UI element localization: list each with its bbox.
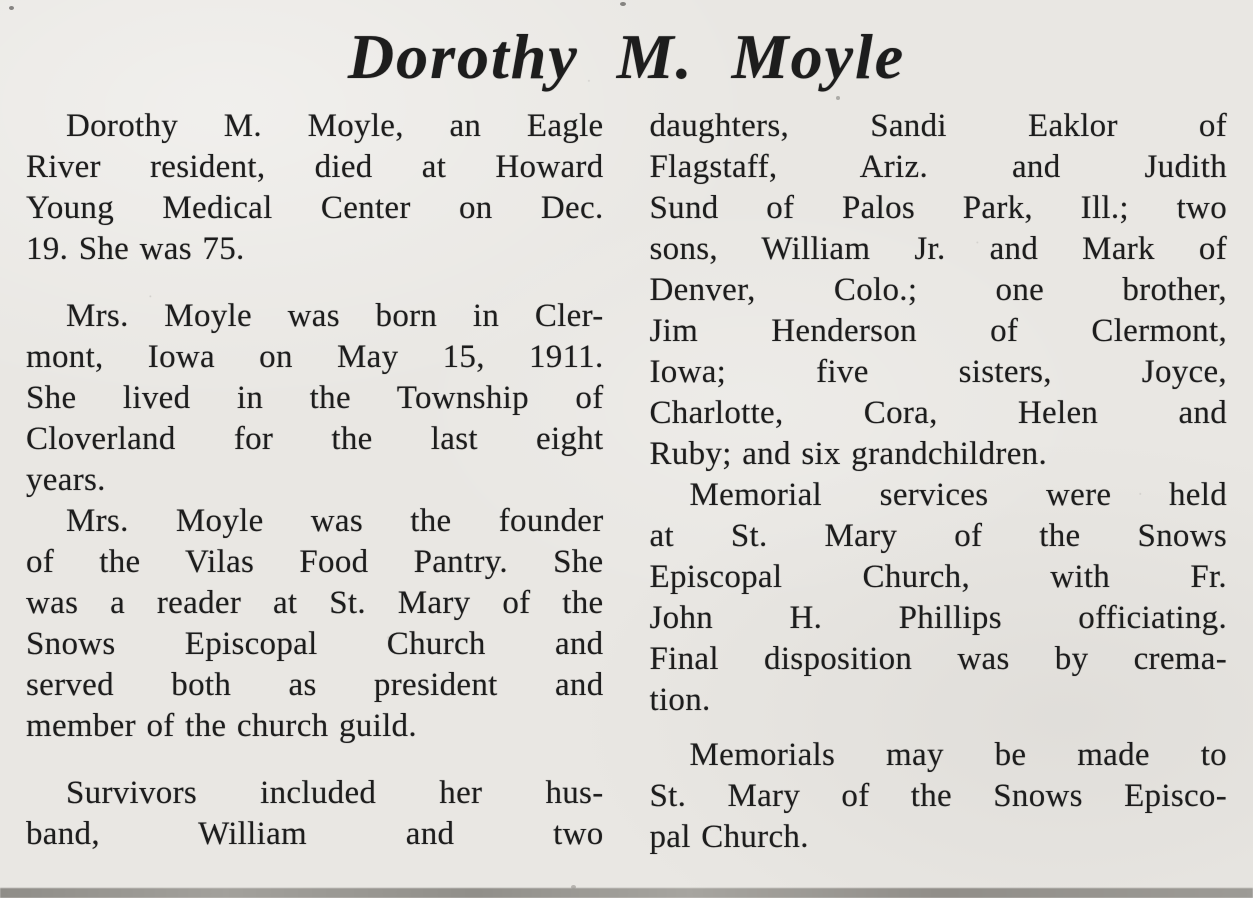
text-line: Sund of Palos Park, Ill.; two xyxy=(649,190,1227,226)
text-line: River resident, died at Howard xyxy=(26,149,604,185)
text-line: She lived in the Township of xyxy=(26,380,604,416)
scan-edge-artifact xyxy=(0,888,1253,898)
text-line: Iowa; five sisters, Joyce, xyxy=(649,354,1227,390)
paragraph xyxy=(650,735,1228,858)
paragraph xyxy=(26,501,604,747)
paragraph xyxy=(650,475,1228,721)
text-line: Dorothy M. Moyle, an Eagle xyxy=(66,108,604,144)
text-line: Denver, Colo.; one brother, xyxy=(649,272,1227,308)
text-line: years. xyxy=(26,462,106,498)
text-line: Flagstaff, Ariz. and Judith xyxy=(649,149,1227,185)
ink-speck xyxy=(9,6,14,10)
text-line: daughters, Sandi Eaklor of xyxy=(649,108,1227,144)
text-line: 19. She was 75. xyxy=(26,231,245,267)
ink-speck xyxy=(836,96,840,100)
article-columns xyxy=(0,98,1253,858)
text-line: Young Medical Center on Dec. xyxy=(26,190,604,226)
text-line: Memorial services were held xyxy=(689,477,1227,513)
text-line: served both as president and xyxy=(26,667,604,703)
text-line: was a reader at St. Mary of the xyxy=(26,585,604,621)
text-line: Memorials may be made to xyxy=(689,737,1227,773)
text-line: Jim Henderson of Clermont, xyxy=(649,313,1227,349)
ink-speck xyxy=(620,2,626,6)
text-line: Survivors included her hus- xyxy=(66,775,604,811)
text-line: member of the church guild. xyxy=(26,708,417,744)
paragraph xyxy=(26,296,604,501)
text-line: John H. Phillips officiating. xyxy=(649,600,1227,636)
text-line: Final disposition was by crema- xyxy=(649,641,1227,677)
text-line: Mrs. Moyle was the founder xyxy=(66,503,604,539)
column-left xyxy=(26,106,604,858)
text-line: sons, William Jr. and Mark of xyxy=(649,231,1227,267)
obituary-title: Dorothy M. Moyle xyxy=(347,21,906,92)
text-line: St. Mary of the Snows Episco- xyxy=(649,778,1227,814)
text-line: Ruby; and six grandchildren. xyxy=(649,436,1047,472)
paragraph xyxy=(650,106,1228,475)
text-line: tion. xyxy=(649,682,711,718)
text-line: mont, Iowa on May 15, 1911. xyxy=(26,339,604,375)
text-line: Charlotte, Cora, Helen and xyxy=(649,395,1227,431)
text-line: pal Church. xyxy=(649,819,809,855)
text-line: Episcopal Church, with Fr. xyxy=(649,559,1227,595)
paragraph xyxy=(26,106,604,270)
column-right xyxy=(650,106,1228,858)
text-line: of the Vilas Food Pantry. She xyxy=(26,544,604,580)
text-line: Mrs. Moyle was born in Cler- xyxy=(66,298,604,334)
text-line: Snows Episcopal Church and xyxy=(26,626,604,662)
text-line: Cloverland for the last eight xyxy=(26,421,604,457)
paragraph xyxy=(26,773,604,855)
text-line: at St. Mary of the Snows xyxy=(649,518,1227,554)
text-line: band, William and two xyxy=(26,816,604,852)
